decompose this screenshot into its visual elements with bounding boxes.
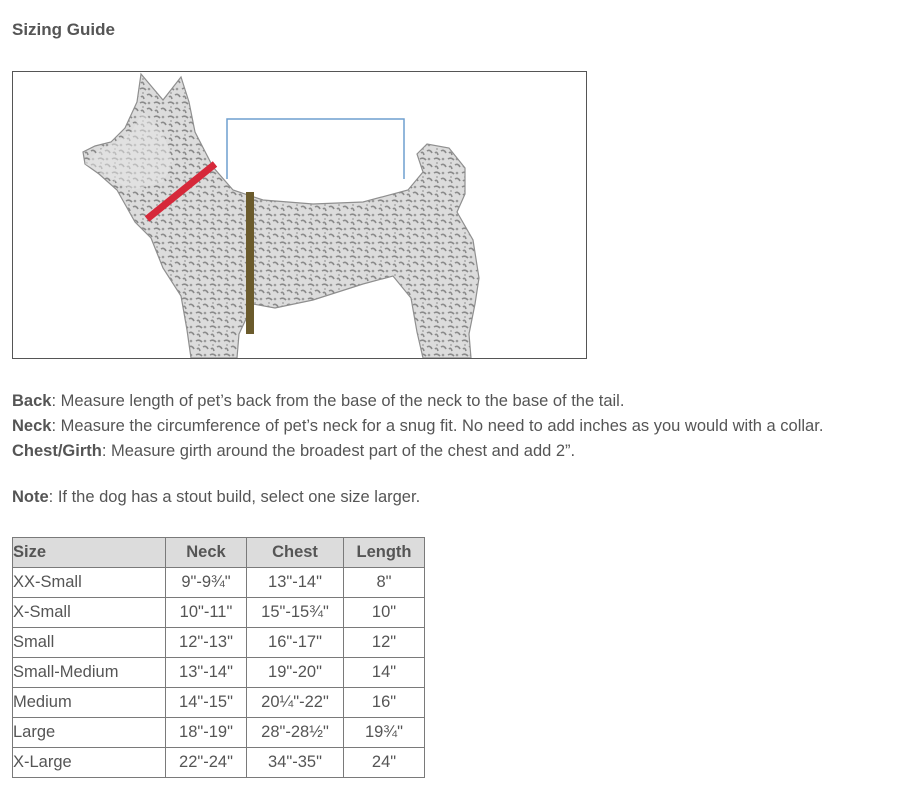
cell-chest: 28"-28½" <box>247 718 344 748</box>
table-row <box>13 598 425 628</box>
neck-instruction <box>12 414 892 439</box>
cell-neck: 18"-19" <box>166 718 247 748</box>
table-header-row <box>13 538 425 568</box>
neck-label: Neck <box>12 417 52 435</box>
table-row <box>13 568 425 598</box>
cell-chest: 19"-20" <box>247 658 344 688</box>
cell-neck: 9"-9¾" <box>166 568 247 598</box>
cell-length: 8" <box>344 568 425 598</box>
page-title: Sizing Guide <box>12 20 115 39</box>
back-text: : Measure length of pet’s back from the base of the neck to the base of the tail. <box>51 392 625 410</box>
cell-chest: 15"-15¾" <box>247 598 344 628</box>
cell-size: Small <box>13 628 166 658</box>
cell-neck: 14"-15" <box>166 688 247 718</box>
cell-neck: 10"-11" <box>166 598 247 628</box>
header-size: Size <box>13 538 166 568</box>
chest-text: : Measure girth around the broadest part of the chest and add 2”. <box>101 442 576 460</box>
cell-neck: 12"-13" <box>166 628 247 658</box>
note <box>12 488 420 507</box>
header-length: Length <box>344 538 425 568</box>
back-measure-line <box>227 119 404 179</box>
size-table <box>12 537 425 778</box>
table-row <box>13 718 425 748</box>
table-row <box>13 748 425 778</box>
cell-neck: 13"-14" <box>166 658 247 688</box>
chest-instruction <box>12 439 892 464</box>
table-row <box>13 658 425 688</box>
note-label: Note <box>12 488 49 506</box>
chest-label: Chest/Girth <box>12 442 102 460</box>
cell-chest: 13"-14" <box>247 568 344 598</box>
cell-size: Large <box>13 718 166 748</box>
cell-length: 14" <box>344 658 425 688</box>
note-text: : If the dog has a stout build, select one size larger. <box>48 488 421 506</box>
cell-length: 12" <box>344 628 425 658</box>
cell-size: X-Large <box>13 748 166 778</box>
cell-size: Medium <box>13 688 166 718</box>
cell-chest: 34"-35" <box>247 748 344 778</box>
table-row <box>13 628 425 658</box>
cell-length: 19¾" <box>344 718 425 748</box>
cell-size: XX-Small <box>13 568 166 598</box>
cell-neck: 22"-24" <box>166 748 247 778</box>
measurement-instructions <box>12 389 892 464</box>
cell-length: 24" <box>344 748 425 778</box>
cell-length: 10" <box>344 598 425 628</box>
cell-size: X-Small <box>13 598 166 628</box>
dog-measurement-figure <box>12 71 587 359</box>
cell-length: 16" <box>344 688 425 718</box>
neck-text: : Measure the circumference of pet’s neck for a snug fit. No need to add inches as you would with a collar. <box>51 417 824 435</box>
dog-illustration <box>13 72 586 358</box>
table-row <box>13 688 425 718</box>
cell-chest: 20¼"-22" <box>247 688 344 718</box>
header-chest: Chest <box>247 538 344 568</box>
back-label: Back <box>12 392 52 410</box>
back-instruction <box>12 389 892 414</box>
header-neck: Neck <box>166 538 247 568</box>
cell-chest: 16"-17" <box>247 628 344 658</box>
cell-size: Small-Medium <box>13 658 166 688</box>
